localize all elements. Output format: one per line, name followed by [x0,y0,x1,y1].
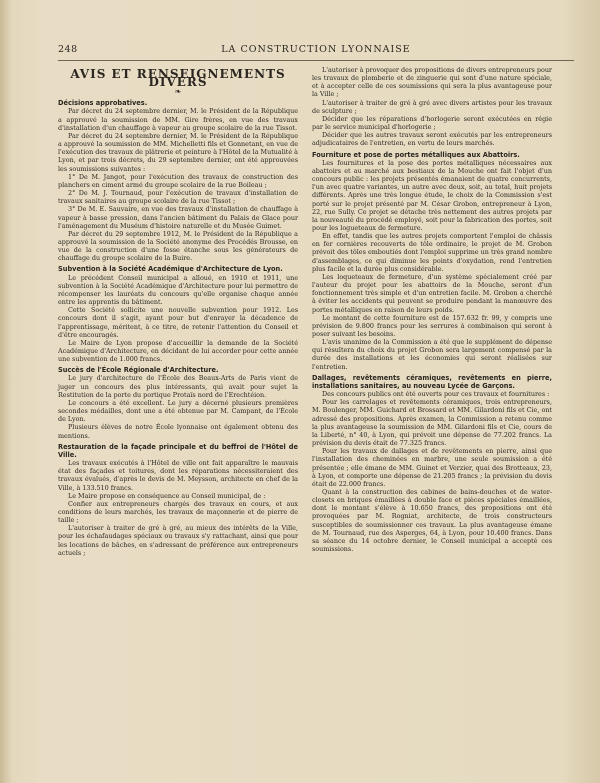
paragraph: En effet, tandis que les autres projets comportent l'emploi de châssis en fer cornières recouverts de tôle ordinaire, le projet de M. Grobon prévoit des tôles emboutiés dont l'emploi supprime un très grand nombre d'assemblages, ce qui diminue les points d'oxydation, rend l'entretien plus facile et la durée plus considérable. [312,232,552,273]
paragraph: Quant à la construction des cabines de bains-douches et de water-closets en briques émaillées à double face et pièces spéciales émaillées, dont le montant s'élève à 10.650 francs, des propositions ont été provoquées par M. Rogniat, architecte, de trois constructeurs susceptibles de soumissionner ces travaux. La plus avantageuse émane de M. Tournaud, rue des Asperges, 64, à Lyon, pour 10.400 francs. Dans sa séance du 14 octobre dernier, le Conseil municipal a accepté ces soumissions. [312,487,552,554]
paragraph: Pour les travaux de dallages et de revêtements en pierre, ainsi que l'installation des cheminées en marbre, une seule soumission a été présentée ; elle émane de MM. Guinet et Verzier, quai des Brotteaux, 23, à Lyon, et comporte une dépense de 21.205 francs ; la prévision du devis était de 22.000 francs. [312,447,552,488]
paragraph: Le Maire de Lyon propose d'accueillir la demande de la Société Académique d'Architecture, en décidant de lui accorder pour cette année une subvention de 1.000 francs. [58,338,298,364]
paragraph: Les travaux exécutés à l'Hôtel de ville ont fait apparaître le mauvais état des façades et toitures, dont les réparations nécessiteraient des travaux évalués, d'après le devis de M. Meysson, architecte en chef de la Ville, à 133.510 francs. [58,459,298,492]
paragraph: Les loqueteaux de fermeture, d'un système spécialement créé par l'auteur du projet pour les abattoirs de la Mouche, seront d'un fonctionnement très simple et d'un entretien facile. M. Grobon a cherché à éviter les accidents qui peuvent se produire pendant la manœuvre des portes métalliques en raison de leurs poids. [312,272,552,314]
paragraph: Le précédent Conseil municipal a alloué, en 1910 et 1911, une subvention à la Société Académique d'Architecture pour lui permettre de récompenser les lauréats du concours qu'elle organise chaque année entre les apprentis du bâtiment. [58,273,298,307]
paragraph: Plusieurs élèves de notre École lyonnaise ont également obtenu des mentions. [58,423,298,440]
paragraph: L'avis unanime de la Commission a été que le supplément de dépense qui résultera du choix du projet Grobon sera largement compensé par la durée des installations et les économies qui seront réalisées sur l'entretien. [312,338,552,371]
heading-succes-ecole: Succès de l'École Régionale d'Architecture. [58,366,219,375]
page-header [58,44,574,58]
paragraph: Par décret du 24 septembre dernier, M. le Président de la République a approuvé la soumission de MM. Gire frères, en vue des travaux d'installation d'un chauffage à vapeur au groupe scolaire de la rue Tissot. [58,107,298,132]
heading-subvention: Subvention à la Société Académique d'Architecture de Lyon. [58,265,283,274]
ornament-icon: ❧ [174,87,182,97]
right-column [312,66,552,553]
paragraph: Le montant de cette fourniture est de 157.632 fr. 99, y compris une prévision de 9.800 francs pour les serrures à combinaison qui seront à poser suivant les besoins. [312,313,552,338]
paragraph: Par décret du 29 septembre 1912, M. le Président de la République a approuvé la soumission de la Société anonyme des Procédés Brousse, en vue de la construction d'une fosse étanche sous les générateurs de chauffage du groupe scolaire de la Buire. [58,229,298,263]
header-rule [58,60,574,61]
paragraph: Des concours publics ont été ouverts pour ces travaux et fournitures : [322,390,550,399]
heading-decisions: Décisions approbatives. [58,99,148,108]
paragraph: Confier aux entrepreneurs chargés des travaux en cours, et aux conditions de leurs marchés, les travaux de maçonnerie et de pierre de taille ; [58,499,298,525]
paragraph: L'autoriser à traiter de gré à gré, au mieux des intérêts de la Ville, pour les échafaudages spéciaux ou travaux s'y rattachant, ainsi que pour les locations de bâches, en s'adressant de préférence aux entrepreneurs actuels ; [58,524,298,557]
paragraph: L'autoriser à provoquer des propositions de divers entrepreneurs pour les travaux de plomberie et de zinguerie qui sont d'une nature spéciale, et à accepter celle de ces soumissions qui sera la plus avantageuse pour la Ville ; [312,66,552,99]
paragraph: Les fournitures et la pose des portes métalliques nécessaires aux abattoirs et au marché aux bestiaux de la Mouche ont fait l'objet d'un concours public : les projets présentés émanaient de quatre concurrents, l'un avec quatre variantes, un autre avec deux, soit, au total, huit projets différents. Après une très longue étude, le choix de la Commission s'est porté sur le projet présenté par M. César Grobon, entrepreneur à Lyon, 22, rue Sully. Ce projet se détache très nettement des autres projets par la nouveauté du procédé employé, soit pour la fabrication des portes, soit pour les logueteaux de fermeture. [312,158,552,232]
paragraph: Le jury d'architecture de l'École des Beaux-Arts de Paris vient de juger un concours des plus intéressants, qui avait pour sujet la Restitution de la porte du portique Protaïs nord de l'Erechtéion. [58,374,298,399]
list-item: 1° De M. Jangot, pour l'exécution des travaux de construction des planchers en ciment armé du groupe scolaire de la rue Boileau ; [58,172,298,189]
page-number: 248 [58,44,78,55]
paragraph: Par décret du 24 septembre dernier, M. le Président de la République a approuvé la soumission de MM. Michelletti fils et Gonnetant, en vue de l'exécution des travaux de plâtrerie et peinture à l'Hôtel de la Mutualité à Lyon, et par trois décrets, du 29 septembre dernier, ont été approuvées les soumissions suivantes : [58,131,298,173]
heading-restauration: Restauration de la façade principale et du beffroi de l'Hôtel de Ville. [58,442,298,459]
left-column [58,66,298,557]
journal-title: LA CONSTRUCTION LYONNAISE [221,44,411,55]
paragraph: Le Maire propose en conséquence au Conseil municipal, de : [68,491,266,500]
list-item: 2° De M. J. Tournaud, pour l'exécution de travaux d'installation de travaux sanitaires au groupe scolaire de la rue Tissot ; [58,189,298,206]
paragraph: Décider que les réparations d'horlogerie seront exécutées en régie par le service municipal d'horlogerie ; [312,114,552,132]
paragraph: Cette Société sollicite une nouvelle subvention pour 1912. Les concours dont il s'agit, ayant pour but d'enrayer la décadence de l'apprentissage, méritent, à ce titre, de retenir l'attention du Conseil et d'être encouragés. [58,306,298,339]
heading-lycee: Dallages, revêtements céramiques, revêtements en pierre, installations sanitaires, au nouveau Lycée de Garçons. [312,373,552,390]
section-title: AVIS ET RENSEIGNEMENTS DIVERS [70,67,286,90]
heading-portes-abattoirs: Fourniture et pose de portes métalliques aux Abattoirs. [312,150,520,159]
paragraph: Pour les carrelages et revêtements céramiques, trois entrepreneurs, M. Boulenger, MM. Guichard et Brossard et MM. Gilardoni fils et Cie, ont adressé des propositions. Après examen, la Commission a retenu comme la plus avantageuse la soumission de MM. Gilardoni fils et Cie, cours de la Liberté, n° 40, à Lyon, qui prévoit une dépense de 77.202 francs. La prévision du devis était de 77.325 francs. [312,398,552,448]
list-item: 3° De M. E. Sauvaire, en vue des travaux d'installation de chauffage à vapeur à basse pression, dans l'ancien bâtiment du Palais de Glace pour l'aménagement du Muséum d'histoire naturelle et du Musée Guimet. [58,205,298,230]
paragraph: Le concours a été excellent. Le jury a décerné plusieurs premières secondes médailles, dont une a été obtenue par M. Campant, de l'École de Lyon. [58,398,298,424]
paragraph: L'autoriser à traiter de gré à gré avec divers artistes pour les travaux de sculpture ; [312,98,552,115]
paragraph: Décider que les autres travaux seront exécutés par les entrepreneurs adjudicataires de l'entretien, en vertu de leurs marchés. [312,131,552,148]
